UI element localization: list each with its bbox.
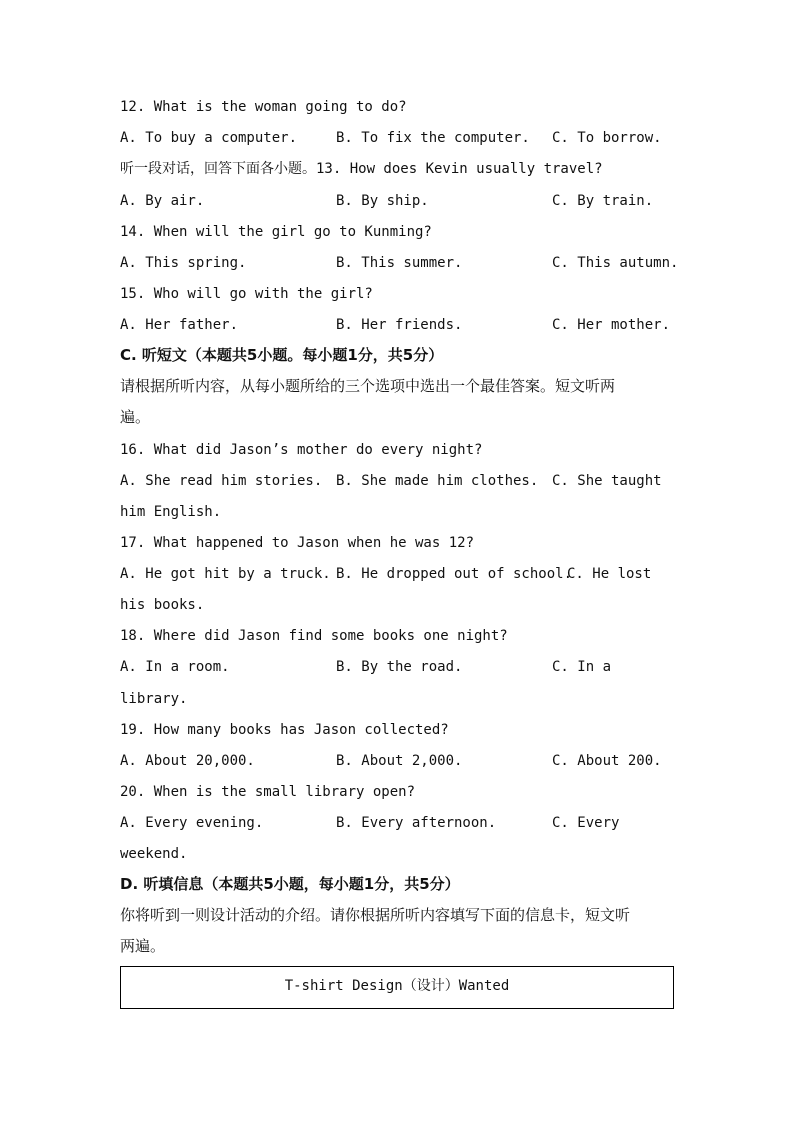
q17-option-c: C. He lost bbox=[567, 566, 652, 582]
q16-option-c-continued: him English. bbox=[120, 504, 222, 520]
q19-stem: 19. How many books has Jason collected? bbox=[120, 722, 449, 738]
section-d-heading: D. 听填信息（本题共5小题，每小题1分，共5分） bbox=[120, 875, 460, 893]
q20-option-c-continued: weekend. bbox=[120, 846, 188, 862]
q19-option-a: A. About 20,000. bbox=[120, 753, 255, 769]
q18-option-a: A. In a room. bbox=[120, 659, 230, 675]
section-d-instructions-line2: 两遍。 bbox=[120, 937, 166, 955]
q13-option-a: A. By air. bbox=[120, 193, 205, 209]
q18-stem: 18. Where did Jason find some books one night? bbox=[120, 628, 508, 644]
q16-option-c: C. She taught bbox=[552, 473, 662, 489]
section-c-instructions-line2: 遍。 bbox=[120, 408, 151, 426]
q14-option-b: B. This summer. bbox=[336, 255, 463, 271]
q20-stem: 20. When is the small library open? bbox=[120, 784, 416, 800]
q15-option-c: C. Her mother. bbox=[552, 317, 671, 333]
q18-option-b: B. By the road. bbox=[336, 659, 463, 675]
q16-option-b: B. She made him clothes. bbox=[336, 473, 539, 489]
q15-stem: 15. Who will go with the girl? bbox=[120, 286, 373, 302]
section-d-instructions-line1: 你将听到一则设计活动的介绍。请你根据所听内容填写下面的信息卡，短文听 bbox=[120, 906, 631, 924]
q18-option-c: C. In a bbox=[552, 659, 612, 675]
q17-option-b: B. He dropped out of school. bbox=[336, 566, 573, 582]
dialog-intro-q13: 听一段对话，回答下面各小题。13. How does Kevin usually travel? bbox=[120, 161, 603, 177]
q12-stem: 12. What is the woman going to do? bbox=[120, 99, 407, 115]
section-c-instructions-line1: 请根据所听内容，从每小题所给的三个选项中选出一个最佳答案。短文听两 bbox=[120, 377, 616, 395]
q17-option-a: A. He got hit by a truck. bbox=[120, 566, 331, 582]
info-card-title: T-shirt Design（设计）Wanted bbox=[284, 978, 510, 994]
q13-option-b: B. By ship. bbox=[336, 193, 429, 209]
q13-option-c: C. By train. bbox=[552, 193, 654, 209]
q16-option-a: A. She read him stories. bbox=[120, 473, 323, 489]
q12-option-a: A. To buy a computer. bbox=[120, 130, 298, 146]
q12-option-c: C. To borrow. bbox=[552, 130, 662, 146]
info-card bbox=[120, 966, 674, 1009]
q15-option-a: A. Her father. bbox=[120, 317, 239, 333]
q20-option-c: C. Every bbox=[552, 815, 620, 831]
q17-stem: 17. What happened to Jason when he was 12? bbox=[120, 535, 475, 551]
q20-option-a: A. Every evening. bbox=[120, 815, 264, 831]
q19-option-b: B. About 2,000. bbox=[336, 753, 463, 769]
q17-option-c-continued: his books. bbox=[120, 597, 205, 613]
q14-stem: 14. When will the girl go to Kunming? bbox=[120, 224, 432, 240]
q15-option-b: B. Her friends. bbox=[336, 317, 463, 333]
q18-option-c-continued: library. bbox=[120, 691, 188, 707]
q20-option-b: B. Every afternoon. bbox=[336, 815, 497, 831]
q16-stem: 16. What did Jason’s mother do every night? bbox=[120, 442, 483, 458]
section-c-heading: C. 听短文（本题共5小题。每小题1分，共5分） bbox=[120, 346, 444, 364]
q12-option-b: B. To fix the computer. bbox=[336, 130, 530, 146]
q19-option-c: C. About 200. bbox=[552, 753, 662, 769]
q14-option-a: A. This spring. bbox=[120, 255, 247, 271]
q14-option-c: C. This autumn. bbox=[552, 255, 679, 271]
